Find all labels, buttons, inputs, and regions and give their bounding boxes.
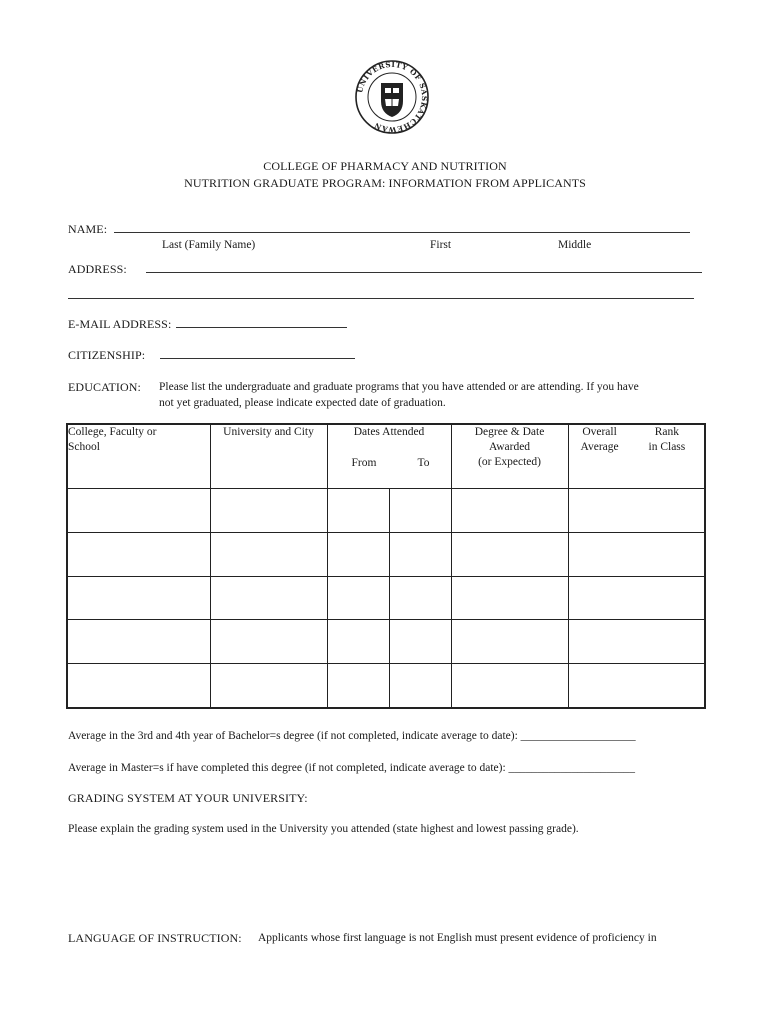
program-heading: NUTRITION GRADUATE PROGRAM: INFORMATION FROM APPLICANTS xyxy=(184,176,586,190)
table-cell[interactable] xyxy=(568,489,705,533)
table-cell[interactable] xyxy=(389,532,451,576)
header-rank: Rank in Class xyxy=(648,426,686,453)
table-cell[interactable] xyxy=(451,489,568,533)
table-cell[interactable] xyxy=(451,576,568,620)
table-cell[interactable] xyxy=(451,620,568,664)
language-instructions: Applicants whose first language is not English must present evidence of proficiency in xyxy=(258,932,657,944)
table-cell[interactable] xyxy=(210,664,327,708)
table-cell[interactable] xyxy=(389,489,451,533)
table-cell[interactable] xyxy=(568,576,705,620)
table-header-row xyxy=(67,424,705,489)
header-college: College, Faculty or School xyxy=(67,424,210,489)
address-label: ADDRESS: xyxy=(68,262,127,276)
bachelor-average-line[interactable]: Average in the 3rd and 4th year of Bachelor=s degree (if not completed, indicate average to date): ____________________ xyxy=(68,730,636,742)
header-degree: Degree & Date Awarded (or Expected) xyxy=(451,424,568,489)
table-cell[interactable] xyxy=(67,620,210,664)
table-cell[interactable] xyxy=(327,532,389,576)
table-cell[interactable] xyxy=(568,532,705,576)
language-title: LANGUAGE OF INSTRUCTION: xyxy=(68,931,242,945)
table-cell[interactable] xyxy=(67,532,210,576)
education-instructions-2: not yet graduated, please indicate expected date of graduation. xyxy=(159,397,446,409)
education-table xyxy=(66,423,706,709)
grading-instructions: Please explain the grading system used in the University you attended (state highest and lowest passing grade). xyxy=(68,823,579,835)
table-row xyxy=(67,576,705,620)
name-sub-last: Last (Family Name) xyxy=(162,239,256,251)
table-cell[interactable] xyxy=(389,576,451,620)
address-field-line-1[interactable] xyxy=(146,272,702,273)
table-cell[interactable] xyxy=(451,664,568,708)
email-field-line[interactable] xyxy=(176,327,347,328)
table-cell[interactable] xyxy=(389,620,451,664)
header-dates: Dates Attended From To xyxy=(327,424,451,489)
name-sub-first: First xyxy=(430,239,452,251)
grading-title: GRADING SYSTEM AT YOUR UNIVERSITY: xyxy=(68,791,308,805)
header-university: University and City xyxy=(210,424,327,489)
table-cell[interactable] xyxy=(327,620,389,664)
table-row xyxy=(67,664,705,708)
table-cell[interactable] xyxy=(210,620,327,664)
table-cell[interactable] xyxy=(67,576,210,620)
table-row xyxy=(67,489,705,533)
table-row xyxy=(67,620,705,664)
svg-text:UNIVERSITY OF SASKATCHEWAN: UNIVERSITY OF SASKATCHEWAN xyxy=(355,59,430,135)
name-label: NAME: xyxy=(68,222,108,236)
citizenship-label: CITIZENSHIP: xyxy=(68,348,146,362)
citizenship-field-line[interactable] xyxy=(160,358,355,359)
email-label: E-MAIL ADDRESS: xyxy=(68,317,172,331)
table-cell[interactable] xyxy=(327,489,389,533)
address-field-line-2[interactable] xyxy=(68,298,694,299)
master-average-line[interactable]: Average in Master=s if have completed this degree (if not completed, indicate average to date): ______________________ xyxy=(68,762,636,774)
header-from: From xyxy=(351,457,377,469)
education-instructions-1: Please list the undergraduate and graduate programs that you have attended or are attending. If you have xyxy=(159,381,639,393)
table-cell[interactable] xyxy=(210,576,327,620)
header-overall: Overall Average xyxy=(580,426,619,453)
table-cell[interactable] xyxy=(327,576,389,620)
college-heading: COLLEGE OF PHARMACY AND NUTRITION xyxy=(263,159,507,173)
name-field-line[interactable] xyxy=(114,232,690,233)
table-cell[interactable] xyxy=(568,664,705,708)
table-cell[interactable] xyxy=(327,664,389,708)
table-cell[interactable] xyxy=(67,664,210,708)
name-sub-middle: Middle xyxy=(558,239,592,251)
table-cell[interactable] xyxy=(210,532,327,576)
table-cell[interactable] xyxy=(451,532,568,576)
table-cell[interactable] xyxy=(67,489,210,533)
education-label: EDUCATION: xyxy=(68,380,141,394)
header-to: To xyxy=(417,457,430,469)
university-seal-logo xyxy=(354,59,430,135)
table-cell[interactable] xyxy=(568,620,705,664)
table-row xyxy=(67,532,705,576)
table-cell[interactable] xyxy=(389,664,451,708)
header-overall-rank xyxy=(568,424,705,489)
table-cell[interactable] xyxy=(210,489,327,533)
